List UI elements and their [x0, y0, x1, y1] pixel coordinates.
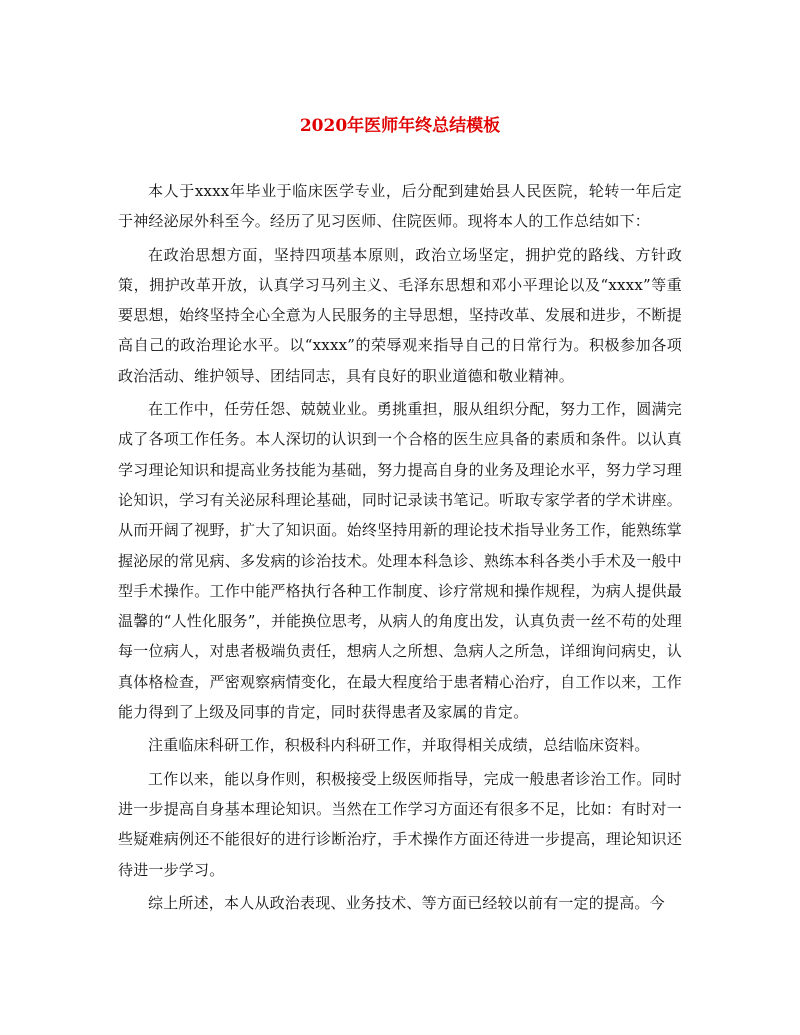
paragraph-summary: 综上所述，本人从政治表现、业务技术、等方面已经较以前有一定的提高。今 [148, 893, 665, 912]
paragraph-work: 在工作中，任劳任怨、兢兢业业。勇挑重担，服从组织分配，努力工作，圆满完成了各项工作任务。本人深切的认识到一个合格的医生应具备的素质和条件。以认真学习理论知识和提高业务技能为基础，努力提高自身的业务及理论水平，努力学习理论知识，学习有关泌尿科理论基础，同时记录读书笔记。听取专家学者的学术讲座。从而开阔了视野，扩大了知识面。始终坚持用新的理论技术指导业务工作，能熟练掌握泌尿的常见病、多发病的诊治技术。处理本科急诊、熟练本科各类小手术及一般中型手术操作。工作中能严格执行各种工作制度、诊疗常规和操作规程，为病人提供最温馨的“人性化服务”，并能换位思考，从病人的角度出发，认真负责一丝不苟的处理每一位病人，对患者极端负责任，想病人之所想、急病人之所急，详细询问病史，认真体格检查，严密观察病情变化，在最大程度给于患者精心治疗，自工作以来，工作能力得到了上级及同事的肯定，同时获得患者及家属的肯定。 [118, 400, 682, 722]
paragraph-political: 在政治思想方面，坚持四项基本原则，政治立场坚定，拥护党的路线、方针政策，拥护改革开放，认真学习马列主义、毛泽东思想和邓小平理论以及“xxxx”等重要思想，始终坚持全心全意为人民服务的主导思想，坚持改革、发展和进步，不断提高自己的政治理论水平。以“xxxx”的荣辱观来指导自己的日常行为。积极参加各项政治活动、维护领导、团结同志，具有良好的职业道德和敬业精神。 [118, 245, 682, 385]
paragraph-intro: 本人于xxxx年毕业于临床医学专业，后分配到建始县人民医院，轮转一年后定于神经泌尿外科至今。经历了见习医师、住院医师。现将本人的工作总结如下： [118, 182, 682, 231]
document-body [118, 176, 682, 921]
paragraph-improvement: 工作以来，能以身作则，积极接受上级医师指导，完成一般患者诊治工作。同时进一步提高自身基本理论知识。当然在工作学习方面还有很多不足，比如：有时对一些疑难病例还不能很好的进行诊断治疗，手术操作方面还待进一步提高，理论知识还待进一步学习。 [118, 769, 682, 879]
document-title: 2020年医师年终总结模板 [299, 116, 501, 136]
paragraph-research: 注重临床科研工作，积极科内科研工作，并取得相关成绩，总结临床资料。 [148, 736, 650, 755]
